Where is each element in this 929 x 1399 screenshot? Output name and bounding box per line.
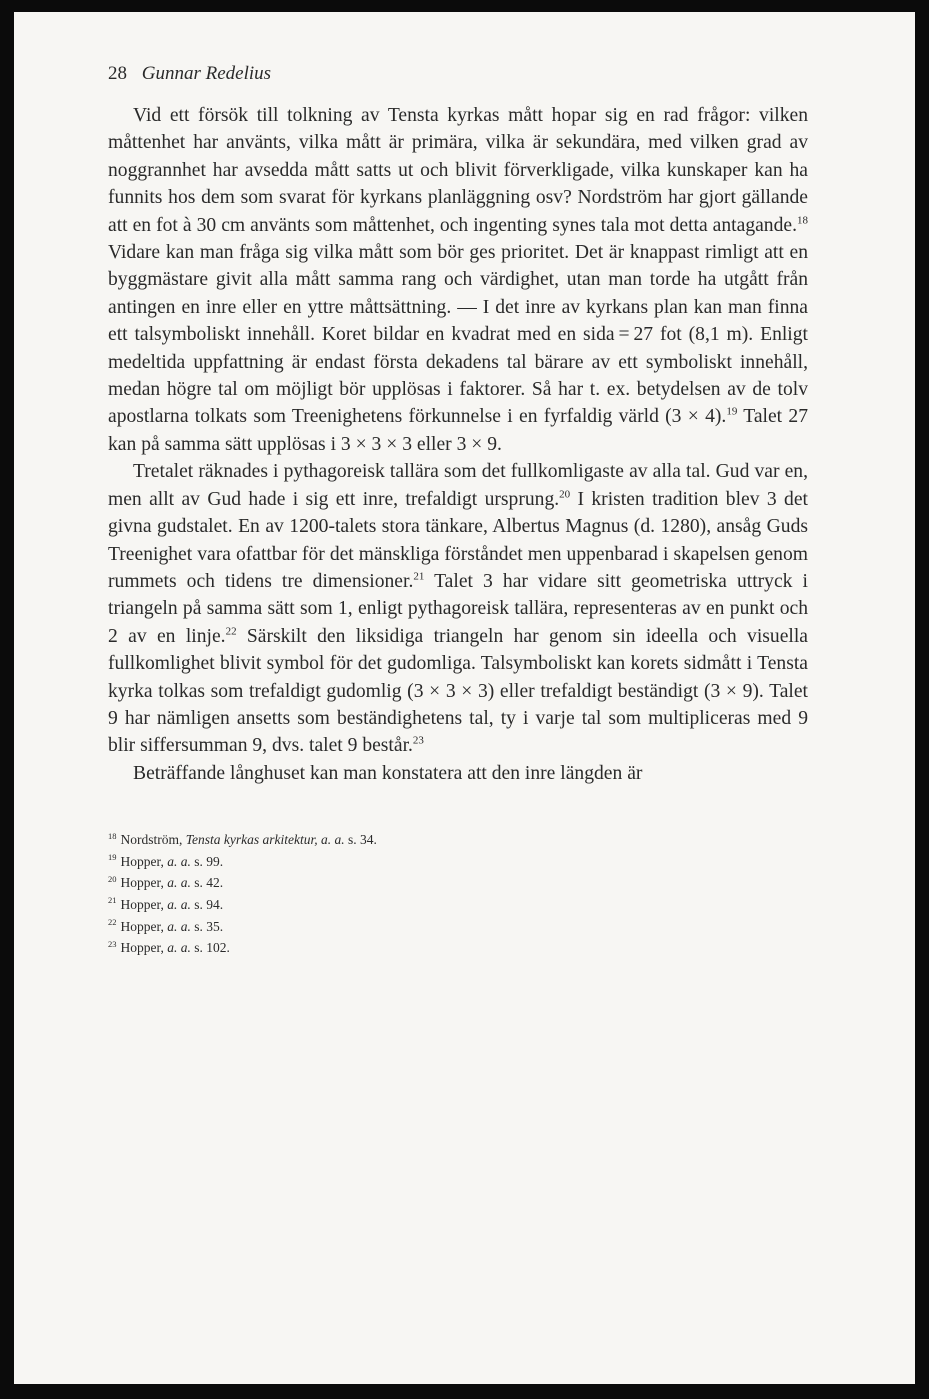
paragraph-text: Talet 27 kan på samma sätt upplösas i 3 × 3 × 3 eller 3 × 9.: [108, 406, 808, 455]
footnote-number: 23: [108, 938, 117, 949]
footnote-ref: 20: [559, 488, 571, 501]
footnote: [108, 916, 808, 938]
footnote-title: a. a.: [167, 940, 191, 956]
footnote-ref: 21: [413, 570, 425, 583]
footnote-ref: 19: [726, 405, 738, 418]
page-content: [108, 62, 808, 959]
footnote-page: s. 35.: [190, 918, 224, 934]
footnote-number: 18: [108, 830, 117, 841]
footnote-author: Hopper,: [120, 875, 168, 891]
footnote-author: Hopper,: [120, 918, 168, 934]
footnote: [108, 872, 808, 894]
footnote-page: s. 102.: [190, 940, 230, 956]
paragraph-text: Vid ett försök till tolkning av Tensta kyrkas mått hopar sig en rad frågor: vilken måttenhet har använts, vilka mått är primära, vilka är sekundära, med vilken grad av noggrannhet har avsedda mått satts ut och blivit förverkligade, vilka kunskaper kan ha funnits hos dem som svarat för kyrkans planläggning osv? Nordström har gjort gällande att en fot à 30 cm använts som måttenhet, och ingenting synes tala mot detta antagande.: [108, 105, 808, 236]
footnote-number: 20: [108, 873, 117, 884]
paragraph-text: I kristen tradition blev 3 det givna gudstalet. En av 1200-talets stora tänkare, Albertus Magnus (d. 1280), ansåg Guds Treenighet vara ofattbar för det mänskliga förståndet men uppenbarad i skapelsen genom rummets och tidens tre dimensioner.: [108, 488, 808, 592]
footnote-number: 21: [108, 895, 117, 906]
footnote-number: 22: [108, 917, 117, 928]
footnote-page: s. 99.: [190, 853, 224, 869]
paragraph-text: Vidare kan man fråga sig vilka mått som bör ges prioritet. Det är knappast rimligt att en byggmästare givit alla mått samma rang och värdighet, utan man torde ha utgått från antingen en inre eller en yttre måttsättning. — I det inre av kyrkans plan kan man finna ett talsymboliskt innehåll. Koret bildar en kvadrat med en sida = 27 fot (8,1 m). Enligt medeltida uppfattning är endast första dekadens tal bärare av ett symboliskt innehåll, medan högre tal om möjligt bör upplösas i faktorer. Så har t. ex. betydelsen av de tolv apostlarna tolkats som Treenighetens förkunnelse i en fyrfaldig värld (3 × 4).: [108, 242, 808, 428]
footnote-title: a. a.: [167, 875, 191, 891]
footnote-author: Hopper,: [120, 853, 168, 869]
footnote-title: a. a.: [167, 918, 191, 934]
paragraph-text: Tretalet räknades i pythagoreisk tallära som det fullkomligaste av alla tal. Gud var en, men allt av Gud hade i sig ett inre, trefaldigt ursprung.: [108, 461, 808, 510]
footnote-author: Hopper,: [120, 940, 168, 956]
book-page: [14, 12, 915, 1384]
footnote: [108, 851, 808, 873]
paragraph: [108, 760, 808, 787]
body-text: [108, 102, 808, 787]
page-number: 28: [108, 63, 127, 84]
footnote-ref: 18: [797, 214, 808, 227]
footnote-author: Hopper,: [120, 896, 168, 912]
paragraph: [108, 102, 808, 458]
paragraph: [108, 458, 808, 759]
footnote-page: s. 34.: [344, 832, 377, 848]
footnote-title: a. a.: [167, 896, 191, 912]
footnotes: [108, 829, 808, 959]
footnote-number: 19: [108, 852, 117, 863]
paragraph-text: Talet 3 har vidare sitt geometriska uttryck i triangeln på samma sätt som 1, enligt pythagoreisk tallära, representeras av en punkt och 2 av en linje.: [108, 570, 808, 647]
footnote-title: Tensta kyrkas arkitektur, a. a.: [185, 832, 345, 848]
footnote-author: Nordström,: [120, 832, 186, 848]
footnote: [108, 829, 808, 851]
footnote: [108, 937, 808, 959]
footnote: [108, 894, 808, 916]
running-head: [108, 62, 808, 98]
footnote-page: s. 94.: [190, 896, 224, 912]
paragraph-text: Särskilt den liksidiga triangeln har genom sin ideella och visuella fullkomlighet blivit symbol för det gudomliga. Talsymboliskt kan korets sidmått i Tensta kyrka tolkas som trefaldigt gudomlig (3 × 3 × 3) eller trefaldigt beständigt (3 × 9). Talet 9 har nämligen ansetts som beständighetens tal, ty i varje tal som multipliceras med 9 blir siffersumman 9, dvs. talet 9 består.: [108, 625, 808, 757]
footnote-ref: 22: [225, 625, 237, 638]
running-head-author: Gunnar Redelius: [141, 63, 272, 84]
footnote-title: a. a.: [167, 853, 191, 869]
paragraph-text: Beträffande långhuset kan man konstatera att den inre längden är: [133, 762, 643, 784]
footnote-page: s. 42.: [190, 875, 224, 891]
footnote-ref: 23: [412, 734, 424, 747]
